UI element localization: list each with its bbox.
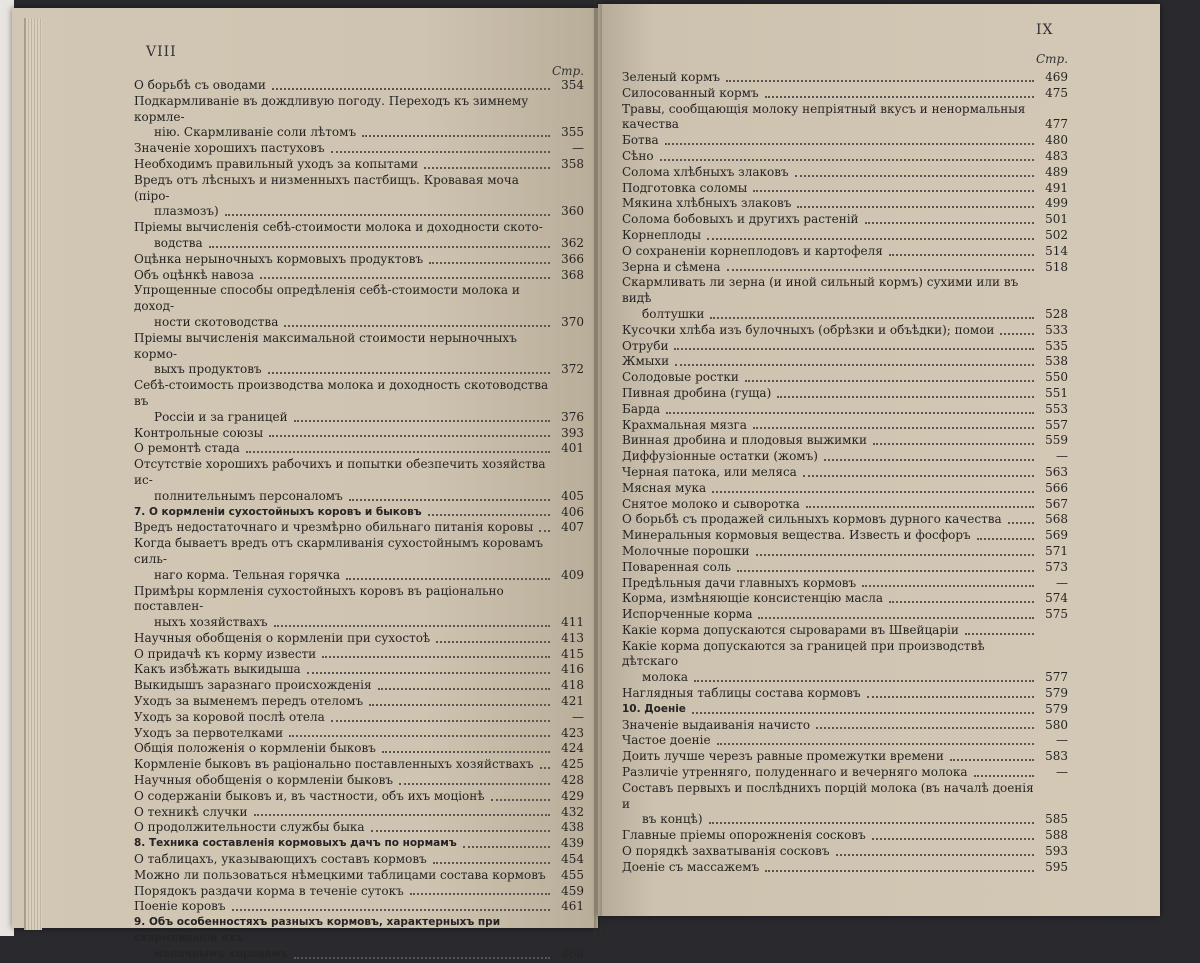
toc-entry	[622, 607, 1068, 623]
toc-entry-title: Доеніе съ массажемъ	[622, 859, 760, 874]
toc-entry-title: О техникѣ случки	[134, 804, 248, 819]
toc-page-number: 574	[1045, 591, 1068, 606]
toc-entry	[622, 623, 1068, 639]
toc-entry-title: полнительнымъ персоналомъ	[154, 488, 343, 503]
toc-page-number: 358	[561, 156, 584, 171]
toc-entry-title: Пріемы вычисленія максимальной стоимости нерыночныхъ кормо-	[134, 330, 517, 361]
toc-page-number: 432	[561, 804, 584, 819]
toc-entry	[134, 678, 584, 694]
toc-entry-title: О сохраненіи корнеплодовъ и картофеля	[622, 243, 883, 258]
toc-entry	[622, 86, 1068, 102]
left-column-label: Стр.	[552, 64, 585, 78]
toc-page-number: 429	[561, 788, 584, 803]
toc-entry	[134, 173, 584, 220]
toc-entry	[134, 884, 584, 900]
toc-entry-title: Контрольные союзы	[134, 425, 264, 440]
toc-page-number: 393	[561, 425, 584, 440]
toc-entry	[134, 915, 584, 962]
toc-entry-title: Молочные порошки	[622, 543, 750, 558]
toc-entry-title: Наглядныя таблицы состава кормовъ	[622, 686, 861, 701]
toc-entry	[622, 765, 1068, 781]
toc-entry-title: Какъ избѣжать выкидыша	[134, 662, 301, 677]
toc-entry-title: Какіе корма допускаются за границей при производствѣ дѣтскаго	[622, 638, 985, 669]
toc-entry	[622, 686, 1068, 702]
toc-page-number: 569	[1045, 528, 1068, 543]
right-column-label: Стр.	[1036, 52, 1069, 66]
toc-entry-title: Различіе утренняго, полуденнаго и вечерняго молока	[622, 765, 968, 780]
toc-entry-title: Частое доеніе	[622, 733, 711, 748]
toc-page-number: 579	[1045, 686, 1068, 701]
right-table-of-contents	[622, 70, 1068, 876]
toc-page-number: 428	[561, 773, 584, 788]
toc-page-number: 557	[1045, 417, 1068, 432]
toc-entry	[134, 820, 584, 836]
toc-entry	[622, 370, 1068, 386]
toc-page-number: 528	[1045, 306, 1068, 321]
toc-entry-title: въ концѣ)	[642, 812, 703, 827]
toc-entry	[134, 647, 584, 663]
toc-page-number: 413	[561, 630, 584, 645]
toc-entry-title: Научныя обобщенія о кормленіи быковъ	[134, 773, 393, 788]
toc-entry	[622, 418, 1068, 434]
toc-page-number: 559	[1045, 433, 1068, 448]
toc-entry	[134, 505, 584, 521]
toc-page-number: 407	[561, 520, 584, 535]
toc-entry	[622, 70, 1068, 86]
toc-entry	[622, 165, 1068, 181]
toc-entry	[134, 536, 584, 583]
toc-entry	[134, 773, 584, 789]
toc-page-number: 438	[561, 820, 584, 835]
toc-page-number: 518	[1045, 259, 1068, 274]
toc-entry-title: Крахмальная мязга	[622, 417, 747, 432]
toc-entry-title: О порядкѣ захватыванія сосковъ	[622, 844, 830, 859]
toc-entry	[622, 323, 1068, 339]
toc-entry-title: Уходъ за коровой послѣ отела	[134, 709, 325, 724]
toc-entry	[622, 102, 1068, 134]
toc-page-number: 538	[1045, 354, 1068, 369]
toc-entry	[622, 481, 1068, 497]
toc-entry-title: Диффузіонные остатки (жомъ)	[622, 449, 818, 464]
toc-entry-title: Предѣльныя дачи главныхъ кормовъ	[622, 575, 857, 590]
toc-entry	[622, 860, 1068, 876]
toc-entry	[134, 331, 584, 378]
toc-entry	[622, 465, 1068, 481]
toc-entry-title: Корнеплоды	[622, 227, 702, 242]
toc-entry	[134, 631, 584, 647]
toc-entry-title: Кусочки хлѣба изъ булочныхъ (обрѣзки и объѣдки); помои	[622, 322, 995, 337]
toc-entry-title: Силосованный кормъ	[622, 85, 759, 100]
toc-entry-title: молочнымъ коровамъ	[154, 947, 289, 960]
toc-entry-title: Составъ первыхъ и послѣднихъ порцій молока (въ началѣ доенія и	[622, 780, 1034, 811]
toc-entry	[622, 354, 1068, 370]
toc-entry	[134, 220, 584, 252]
toc-entry-title: О продолжительности службы быка	[134, 820, 365, 835]
toc-page-number: 368	[561, 267, 584, 282]
toc-page-number: 424	[561, 741, 584, 756]
toc-page-number: 583	[1045, 749, 1068, 764]
toc-entry-title: Какіе корма допускаются сыроварами въ Швейцаріи	[622, 622, 959, 637]
toc-entry	[134, 426, 584, 442]
toc-entry-title: 7. О кормленіи сухостойныхъ коровъ и быковъ	[134, 505, 422, 518]
toc-page-number: 421	[561, 694, 584, 709]
toc-page-number: 567	[1045, 496, 1068, 511]
toc-entry	[622, 133, 1068, 149]
toc-entry-title: Сѣно	[622, 148, 654, 163]
toc-entry-title: Порядокъ раздачи корма в теченіе сутокъ	[134, 883, 404, 898]
toc-page-number: 418	[561, 678, 584, 693]
toc-entry-title: Себѣ-стоимость производства молока и доходность скотоводства въ	[134, 378, 549, 408]
toc-entry-title: Доить лучше черезъ равные промежутки времени	[622, 749, 944, 764]
toc-entry-title: Солома хлѣбныхъ злаковъ	[622, 164, 789, 179]
toc-entry	[134, 836, 584, 852]
toc-entry-title: Значеніе хорошихъ пастуховъ	[134, 141, 325, 156]
dot-leader	[759, 870, 1038, 876]
toc-entry-title: Уходъ за выменемъ передъ отеломъ	[134, 694, 364, 709]
toc-entry-title: выхъ продуктовъ	[154, 362, 262, 377]
toc-entry	[622, 718, 1068, 734]
toc-page-number: 566	[1045, 480, 1068, 495]
toc-entry-title: Снятое молоко и сыворотка	[622, 496, 800, 511]
toc-entry-title: Россіи и за границей	[154, 409, 288, 424]
toc-page-number: 406	[561, 504, 584, 519]
left-page-number: VIII	[146, 44, 177, 60]
toc-entry	[134, 584, 584, 631]
toc-page-number: 362	[561, 235, 584, 250]
toc-entry-title: Отруби	[622, 338, 669, 353]
toc-entry-title: Скармливать ли зерна (и иной сильный кормъ) сухими или въ видѣ	[622, 275, 1019, 306]
toc-entry-title: Отсутствіе хорошихъ рабочихъ и попытки обезпечить хозяйства ис-	[134, 457, 546, 487]
toc-entry-title: болтушки	[642, 306, 705, 321]
toc-page-number: 469	[1045, 70, 1068, 84]
page-edges	[24, 18, 42, 930]
toc-entry-title: Оцѣнка нерыночныхъ кормовыхъ продуктовъ	[134, 251, 424, 266]
toc-page-number: 459	[561, 883, 584, 898]
toc-entry	[134, 805, 584, 821]
dot-leader	[288, 957, 554, 963]
toc-page-number: 501	[1045, 212, 1068, 227]
toc-page-number: 579	[1045, 701, 1068, 716]
toc-entry-title: О содержаніи быковъ и, въ частности, объ ихъ моціонѣ	[134, 788, 485, 803]
toc-entry-title: Барда	[622, 401, 661, 416]
toc-entry	[134, 141, 584, 157]
toc-page-number: 468	[561, 946, 584, 961]
toc-entry	[622, 512, 1068, 528]
toc-entry	[622, 544, 1068, 560]
toc-entry-title: Корма, измѣняющіе консистенцію масла	[622, 591, 884, 606]
toc-page-number: 580	[1045, 717, 1068, 732]
toc-entry	[134, 283, 584, 330]
toc-entry	[134, 520, 584, 536]
toc-entry	[622, 244, 1068, 260]
toc-entry	[622, 181, 1068, 197]
toc-entry	[134, 741, 584, 757]
toc-entry-title: Можно ли пользоваться нѣмецкими таблицами состава кормовъ	[134, 867, 546, 882]
toc-entry	[134, 157, 584, 173]
toc-page-number: 550	[1045, 370, 1068, 385]
toc-entry	[134, 268, 584, 284]
toc-page-number: 455	[561, 867, 584, 882]
toc-entry	[622, 149, 1068, 165]
toc-entry-title: Поеніе коровъ	[134, 899, 226, 914]
toc-page-number: 354	[561, 78, 584, 92]
toc-page-number: 475	[1045, 85, 1068, 100]
toc-entry	[622, 749, 1068, 765]
toc-page-number: 491	[1045, 180, 1068, 195]
toc-entry	[134, 441, 584, 457]
toc-entry-title: наго корма. Тельная горячка	[154, 567, 341, 582]
toc-page-number: 571	[1045, 543, 1068, 558]
toc-page-number: 439	[561, 836, 584, 851]
toc-entry-title: Испорченные корма	[622, 607, 753, 622]
toc-page-number: 405	[561, 488, 584, 503]
toc-entry-title: Значеніе выдаиванія начисто	[622, 717, 811, 732]
toc-entry-title: молока	[642, 670, 689, 685]
toc-entry-title: Подготовка соломы	[622, 180, 748, 195]
toc-entry-title: ности скотоводства	[154, 314, 279, 329]
toc-entry-title: Пріемы вычисленія себѣ-стоимости молока и доходности ското-	[134, 220, 543, 235]
toc-page-number: —	[1056, 733, 1068, 748]
toc-page-number: 514	[1045, 243, 1068, 258]
toc-page-number: 577	[1045, 670, 1068, 685]
toc-entry	[134, 757, 584, 773]
toc-page-number: 411	[561, 615, 584, 630]
toc-page-number: 573	[1045, 559, 1068, 574]
toc-entry	[134, 899, 584, 915]
toc-entry	[622, 449, 1068, 465]
toc-entry	[622, 260, 1068, 276]
toc-entry-title: Необходимъ правильный уходъ за копытами	[134, 156, 419, 171]
toc-page-number: 568	[1045, 512, 1068, 527]
left-table-of-contents	[134, 78, 584, 963]
toc-entry-title: Уходъ за первотелками	[134, 725, 284, 740]
toc-entry	[134, 710, 584, 726]
toc-entry	[622, 733, 1068, 749]
toc-entry-title: О таблицахъ, указывающихъ составъ кормовъ	[134, 852, 427, 867]
toc-entry	[134, 94, 584, 141]
toc-page-number: 483	[1045, 148, 1068, 163]
toc-page-number: 355	[561, 125, 584, 140]
toc-page-number: 533	[1045, 322, 1068, 337]
toc-entry	[622, 212, 1068, 228]
toc-page-number: 409	[561, 567, 584, 582]
toc-page-number: 423	[561, 725, 584, 740]
toc-page-number: 366	[561, 251, 584, 266]
toc-page-number: 416	[561, 662, 584, 677]
toc-page-number: —	[1056, 449, 1068, 464]
toc-entry-title: Упрощенные способы опредѣленія себѣ-стоимости молока и доход-	[134, 283, 520, 314]
toc-entry-title: Научныя обобщенія о кормленіи при сухостоѣ	[134, 630, 431, 645]
book-spine-crease	[594, 0, 602, 936]
toc-entry	[622, 844, 1068, 860]
toc-page-number: 489	[1045, 164, 1068, 179]
toc-entry	[134, 789, 584, 805]
toc-entry-title: Винная дробина и плодовыя выжимки	[622, 433, 867, 448]
toc-page-number: 575	[1045, 607, 1068, 622]
toc-entry-title: О борьбѣ съ оводами	[134, 78, 266, 92]
toc-entry-title: Кормленіе быковъ въ раціонально поставленныхъ хозяйствахъ	[134, 757, 534, 772]
toc-entry-title: Когда бываетъ вредъ отъ скармливанія сухостойнымъ коровамъ силь-	[134, 536, 544, 566]
toc-entry	[622, 402, 1068, 418]
toc-entry-title: О борьбѣ съ продажей сильныхъ кормовъ дурного качества	[622, 512, 1002, 527]
toc-entry	[622, 497, 1068, 513]
toc-entry-title: Подкармливаніе въ дождливую погоду. Переходъ къ зимнему кормле-	[134, 93, 529, 124]
toc-entry-title: Выкидышъ заразнаго происхожденія	[134, 678, 372, 693]
toc-entry-title: О придачѣ къ корму извести	[134, 646, 317, 661]
toc-entry-title: Зерна и сѣмена	[622, 259, 721, 274]
toc-entry-title: нію. Скармливаніе соли лѣтомъ	[154, 125, 357, 140]
toc-page-number: 551	[1045, 385, 1068, 400]
toc-entry	[134, 252, 584, 268]
toc-page-number: 535	[1045, 338, 1068, 353]
toc-entry-title: Пивная дробина (гуща)	[622, 385, 772, 400]
toc-entry	[622, 702, 1068, 718]
toc-entry-title: Солома бобовыхъ и другихъ растеній	[622, 212, 859, 227]
toc-entry	[622, 196, 1068, 212]
toc-entry-title: Вредъ недостаточнаго и чрезмѣрно обильнаго питанія коровы	[134, 520, 534, 535]
toc-entry	[622, 228, 1068, 244]
toc-entry-title: плазмозъ)	[154, 204, 219, 219]
toc-entry-title: Общія положенія о кормленіи быковъ	[134, 741, 376, 756]
toc-entry-title: Травы, сообщающія молоку непріятный вкусъ и ненормальныя качества	[622, 101, 1026, 132]
toc-page-number: —	[1056, 575, 1068, 590]
toc-entry	[622, 828, 1068, 844]
toc-page-number: 588	[1045, 828, 1068, 843]
toc-entry	[622, 576, 1068, 592]
toc-entry-title: Главные пріемы опорожненія сосковъ	[622, 828, 866, 843]
toc-page-number: 585	[1045, 812, 1068, 827]
toc-entry	[134, 852, 584, 868]
toc-page-number: —	[572, 141, 584, 156]
toc-entry	[622, 528, 1068, 544]
toc-page-number: 360	[561, 204, 584, 219]
toc-page-number: 563	[1045, 464, 1068, 479]
toc-entry-title: 8. Техника составленія кормовыхъ дачъ по нормамъ	[134, 837, 457, 850]
toc-entry-title: Зеленый кормъ	[622, 70, 721, 84]
toc-entry-title: ныхъ хозяйствахъ	[154, 615, 268, 630]
toc-page-number: 595	[1045, 859, 1068, 874]
toc-page-number: 502	[1045, 227, 1068, 242]
toc-page-number: 553	[1045, 401, 1068, 416]
toc-entry	[134, 868, 584, 884]
toc-entry-title: Жмыхи	[622, 354, 670, 369]
toc-page-number: 593	[1045, 844, 1068, 859]
toc-entry	[134, 662, 584, 678]
toc-entry	[134, 78, 584, 94]
toc-entry-title: Вредъ отъ лѣсныхъ и низменныхъ пастбищъ. Кровавая моча (піро-	[134, 172, 519, 203]
toc-entry	[134, 457, 584, 504]
toc-entry	[134, 694, 584, 710]
toc-entry	[622, 275, 1068, 322]
toc-page-number: 370	[561, 314, 584, 329]
toc-entry-title: 10. Доеніе	[622, 702, 686, 715]
toc-entry-title: Минеральныя кормовыя вещества. Известь и фосфоръ	[622, 528, 971, 543]
toc-entry	[622, 591, 1068, 607]
toc-entry-title: Мякина хлѣбныхъ злаковъ	[622, 196, 792, 211]
toc-entry-title: Примѣры кормленія сухостойныхъ коровъ въ раціонально поставлен-	[134, 583, 504, 614]
toc-entry-title: Объ оцѣнкѣ навоза	[134, 267, 255, 282]
toc-entry-title: Солодовые ростки	[622, 370, 739, 385]
toc-page-number: 480	[1045, 133, 1068, 148]
toc-page-number: 376	[561, 409, 584, 424]
toc-entry	[622, 781, 1068, 828]
toc-entry-title: Черная патока, или меляса	[622, 464, 797, 479]
toc-page-number: 454	[561, 852, 584, 867]
toc-entry	[134, 378, 584, 425]
toc-page-number: 415	[561, 646, 584, 661]
toc-entry-title: Поваренная соль	[622, 559, 732, 574]
toc-page-number: 461	[561, 899, 584, 914]
toc-page-number: —	[1056, 765, 1068, 780]
toc-page-number: 372	[561, 362, 584, 377]
toc-entry	[622, 433, 1068, 449]
toc-entry	[622, 386, 1068, 402]
toc-page-number: 425	[561, 757, 584, 772]
toc-entry-title: водства	[154, 235, 203, 250]
toc-page-number: —	[572, 709, 584, 724]
toc-entry-title: Мясная мука	[622, 480, 707, 495]
toc-entry-title: 9. Объ особенностяхъ разныхъ кормовъ, характерныхъ при скармливаніи ихъ	[134, 916, 501, 945]
toc-entry-title: О ремонтѣ стада	[134, 441, 240, 456]
toc-entry	[622, 339, 1068, 355]
toc-page-number: 499	[1045, 196, 1068, 211]
toc-page-number: 477	[1045, 117, 1068, 132]
toc-entry	[622, 560, 1068, 576]
right-page-number: IX	[1036, 22, 1054, 38]
toc-entry	[622, 639, 1068, 686]
toc-entry-title: Ботва	[622, 133, 659, 148]
toc-entry	[134, 726, 584, 742]
toc-page-number: 401	[561, 441, 584, 456]
